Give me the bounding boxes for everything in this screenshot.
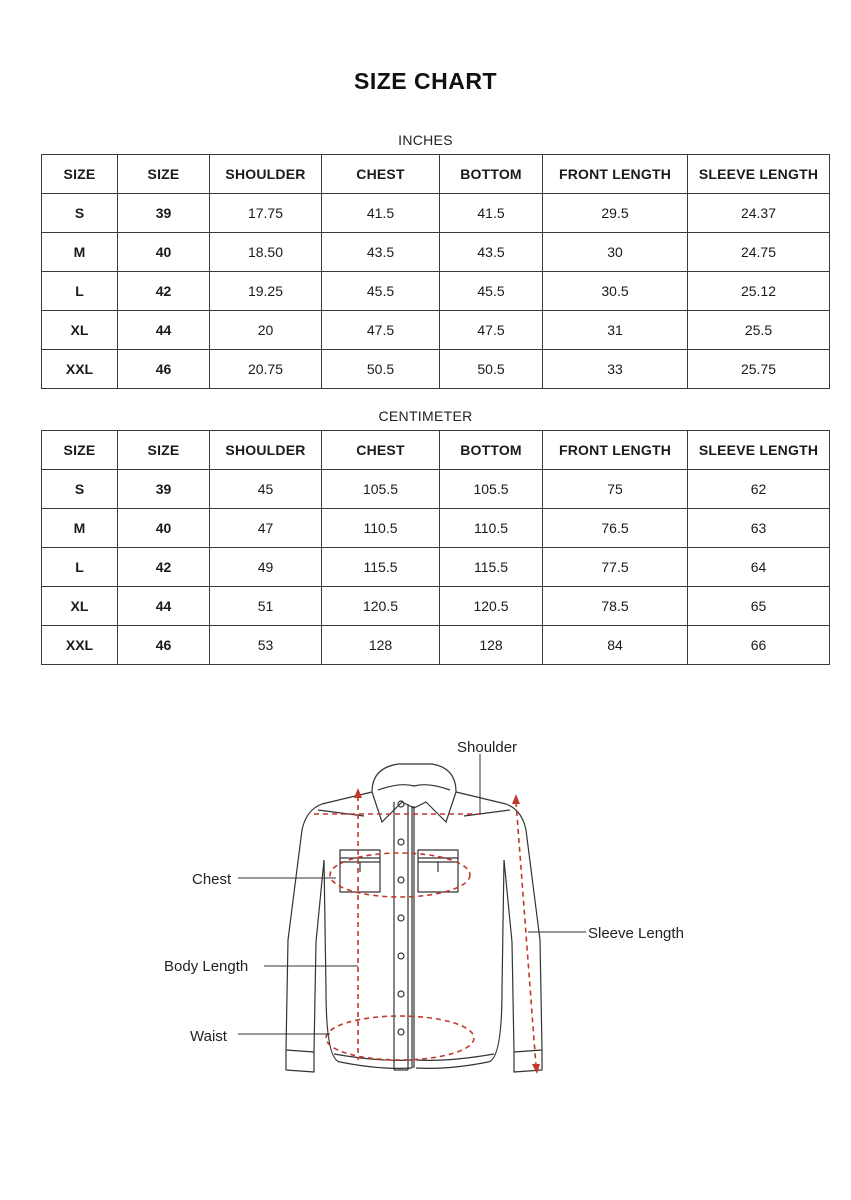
cell-size-letter: XXL <box>42 350 118 389</box>
cell-size-letter: L <box>42 548 118 587</box>
cell-shoulder: 20 <box>210 311 322 350</box>
col-header-size-letter: SIZE <box>42 431 118 470</box>
table-row <box>42 272 830 311</box>
col-header-size-number: SIZE <box>118 155 210 194</box>
cell-size-num: 39 <box>118 194 210 233</box>
cell-sleeve-length: 24.75 <box>688 233 830 272</box>
cell-front-length: 78.5 <box>543 587 688 626</box>
cell-front-length: 77.5 <box>543 548 688 587</box>
cell-shoulder: 53 <box>210 626 322 665</box>
shirt-outline-icon <box>286 764 542 1072</box>
cell-size-letter: XL <box>42 311 118 350</box>
cell-bottom: 43.5 <box>440 233 543 272</box>
centimeter-label: CENTIMETER <box>378 408 473 424</box>
cell-shoulder: 18.50 <box>210 233 322 272</box>
cell-size-letter: M <box>42 233 118 272</box>
cell-sleeve-length: 25.5 <box>688 311 830 350</box>
cell-chest: 115.5 <box>322 548 440 587</box>
cell-size-letter: S <box>42 470 118 509</box>
inches-label: INCHES <box>398 132 453 148</box>
chest-measure-ellipse <box>330 853 470 897</box>
cell-shoulder: 51 <box>210 587 322 626</box>
cell-chest: 120.5 <box>322 587 440 626</box>
cell-front-length: 33 <box>543 350 688 389</box>
col-header-front-length: FRONT LENGTH <box>543 155 688 194</box>
cell-size-letter: M <box>42 509 118 548</box>
cell-bottom: 120.5 <box>440 587 543 626</box>
cell-size-letter: XXL <box>42 626 118 665</box>
cell-shoulder: 45 <box>210 470 322 509</box>
col-header-shoulder: SHOULDER <box>210 155 322 194</box>
cell-size-num: 46 <box>118 626 210 665</box>
col-header-shoulder: SHOULDER <box>210 431 322 470</box>
centimeter-header-row <box>42 431 830 470</box>
col-header-sleeve-length: SLEEVE LENGTH <box>688 431 830 470</box>
cell-size-num: 42 <box>118 272 210 311</box>
cell-chest: 43.5 <box>322 233 440 272</box>
cell-bottom: 110.5 <box>440 509 543 548</box>
cell-size-letter: L <box>42 272 118 311</box>
cell-front-length: 31 <box>543 311 688 350</box>
table-row <box>42 350 830 389</box>
cell-sleeve-length: 66 <box>688 626 830 665</box>
cell-size-num: 44 <box>118 311 210 350</box>
cell-chest: 41.5 <box>322 194 440 233</box>
body-length-label: Body Length <box>164 958 249 975</box>
shirt-measurement-diagram <box>150 730 710 1090</box>
col-header-chest: CHEST <box>322 431 440 470</box>
cell-sleeve-length: 63 <box>688 509 830 548</box>
sleeve-length-measure-line <box>516 802 536 1066</box>
cell-chest: 105.5 <box>322 470 440 509</box>
centimeter-table <box>41 430 830 665</box>
table-row <box>42 311 830 350</box>
cell-front-length: 30 <box>543 233 688 272</box>
waist-label: Waist <box>190 1028 227 1045</box>
cell-shoulder: 19.25 <box>210 272 322 311</box>
cell-size-letter: XL <box>42 587 118 626</box>
cell-shoulder: 49 <box>210 548 322 587</box>
col-header-sleeve-length: SLEEVE LENGTH <box>688 155 830 194</box>
table-row <box>42 626 830 665</box>
sleeve-length-label: Sleeve Length <box>588 925 684 942</box>
cell-bottom: 50.5 <box>440 350 543 389</box>
cell-size-num: 46 <box>118 350 210 389</box>
inches-header-row <box>42 155 830 194</box>
cell-bottom: 105.5 <box>440 470 543 509</box>
table-row <box>42 194 830 233</box>
inches-table <box>41 154 830 389</box>
cell-size-num: 40 <box>118 233 210 272</box>
cell-bottom: 128 <box>440 626 543 665</box>
col-header-front-length: FRONT LENGTH <box>543 431 688 470</box>
table-row <box>42 587 830 626</box>
cell-bottom: 45.5 <box>440 272 543 311</box>
cell-bottom: 115.5 <box>440 548 543 587</box>
cell-front-length: 29.5 <box>543 194 688 233</box>
cell-chest: 128 <box>322 626 440 665</box>
cell-sleeve-length: 24.37 <box>688 194 830 233</box>
cell-chest: 50.5 <box>322 350 440 389</box>
table-row <box>42 470 830 509</box>
col-header-bottom: BOTTOM <box>440 155 543 194</box>
cell-chest: 45.5 <box>322 272 440 311</box>
inches-body <box>42 194 830 389</box>
measurement-arrowheads <box>354 788 540 1074</box>
cell-bottom: 47.5 <box>440 311 543 350</box>
cell-front-length: 76.5 <box>543 509 688 548</box>
cell-size-letter: S <box>42 194 118 233</box>
cell-size-num: 40 <box>118 509 210 548</box>
cell-size-num: 44 <box>118 587 210 626</box>
table-row <box>42 548 830 587</box>
cell-chest: 110.5 <box>322 509 440 548</box>
cell-sleeve-length: 25.75 <box>688 350 830 389</box>
shoulder-label: Shoulder <box>457 739 518 756</box>
col-header-size-number: SIZE <box>118 431 210 470</box>
cell-shoulder: 20.75 <box>210 350 322 389</box>
cell-sleeve-length: 65 <box>688 587 830 626</box>
cell-shoulder: 17.75 <box>210 194 322 233</box>
cell-bottom: 41.5 <box>440 194 543 233</box>
cell-size-num: 42 <box>118 548 210 587</box>
waist-measure-ellipse <box>326 1016 474 1060</box>
cell-chest: 47.5 <box>322 311 440 350</box>
cell-front-length: 75 <box>543 470 688 509</box>
col-header-bottom: BOTTOM <box>440 431 543 470</box>
cell-size-num: 39 <box>118 470 210 509</box>
cell-sleeve-length: 62 <box>688 470 830 509</box>
chest-label: Chest <box>192 871 232 888</box>
cell-sleeve-length: 64 <box>688 548 830 587</box>
page-title: SIZE CHART <box>354 68 497 94</box>
table-row <box>42 509 830 548</box>
cell-sleeve-length: 25.12 <box>688 272 830 311</box>
col-header-size-letter: SIZE <box>42 155 118 194</box>
cell-front-length: 30.5 <box>543 272 688 311</box>
centimeter-body <box>42 470 830 665</box>
col-header-chest: CHEST <box>322 155 440 194</box>
cell-shoulder: 47 <box>210 509 322 548</box>
table-row <box>42 233 830 272</box>
cell-front-length: 84 <box>543 626 688 665</box>
